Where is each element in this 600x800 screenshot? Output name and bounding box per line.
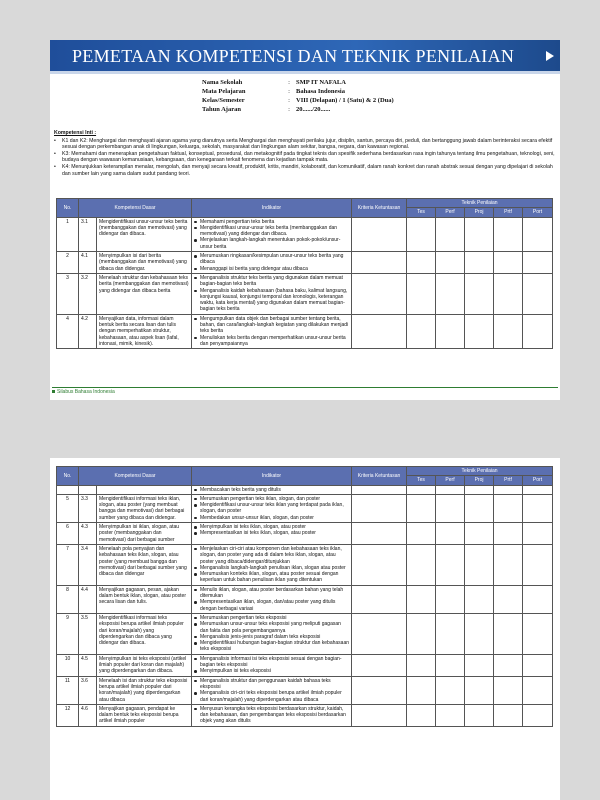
indicator-cell — [192, 217, 352, 251]
info-colon: : — [288, 88, 290, 95]
indicator-item: Menyimpulkan isi teks eksposisi — [194, 668, 349, 674]
empty-cell — [494, 252, 523, 274]
kd-text: Menyajikan data, informasi dalam bentuk berita secara lisan dan tulis dengan memperhatikan struktur, kebahasaan, atau aspek lisan (lafal, intonasi, mimik, kinesik). — [97, 314, 192, 348]
indicator-item: Merumuskan konteks iklan, slogan, atau poster sesuai dengan keperluan untuk bahan penulisan iklan yang ditentukan — [194, 571, 349, 584]
competency-table-2 — [56, 466, 553, 727]
kd-code: 4.2 — [79, 314, 97, 348]
table-row — [57, 314, 553, 348]
table-row — [57, 523, 553, 545]
empty-cell — [494, 273, 523, 314]
row-number: 3 — [57, 273, 79, 314]
empty-cell — [465, 613, 494, 654]
empty-cell — [436, 544, 465, 585]
empty-cell — [436, 523, 465, 545]
kompetensi-inti — [54, 130, 556, 177]
empty-cell — [523, 544, 553, 585]
arrow-icon — [546, 51, 554, 61]
empty-cell — [436, 704, 465, 726]
empty-cell — [407, 704, 436, 726]
table-row — [57, 676, 553, 704]
empty-cell — [465, 704, 494, 726]
indicator-item: Mengidentifikasi unsur-unsur teks berita (membanggakan dan memotivasi) yang didengar dan dibaca. — [194, 225, 349, 238]
title-banner — [50, 40, 560, 74]
empty-cell — [465, 544, 494, 585]
kd-text: Menyajikan gagasan, pesan, ajakan dalam bentuk iklan, slogan, atau poster secara lisan dan tulis. — [97, 585, 192, 613]
empty-cell — [352, 485, 407, 494]
indicator-item: Menuliskan teks berita dengan memperhatikan unsur-unsur berita dan penyampaiannya — [194, 335, 349, 348]
competency-table-1 — [56, 198, 553, 349]
table-row — [57, 273, 553, 314]
table-row — [57, 654, 553, 676]
empty-cell — [465, 485, 494, 494]
indicator-list — [194, 546, 349, 584]
empty-cell — [465, 585, 494, 613]
empty-cell — [436, 314, 465, 348]
kd-code: 3.4 — [79, 544, 97, 585]
empty-cell — [436, 654, 465, 676]
empty-cell — [407, 252, 436, 274]
empty-cell — [407, 544, 436, 585]
row-number: 10 — [57, 654, 79, 676]
header-teknik-col: Port — [523, 208, 553, 217]
table-row — [57, 704, 553, 726]
row-number: 4 — [57, 314, 79, 348]
indicator-list — [194, 706, 349, 725]
info-row — [202, 87, 394, 96]
empty-cell — [352, 613, 407, 654]
indicator-item: Merumuskan ringkasan/kesimpulan unsur-unsur teks berita yang dibaca — [194, 253, 349, 266]
empty-cell — [523, 704, 553, 726]
empty-cell — [407, 676, 436, 704]
empty-cell — [523, 654, 553, 676]
header-kd: Kompetensi Dasar — [79, 467, 192, 486]
empty-cell — [407, 613, 436, 654]
ki-text: K4: Menunjukkan keterampilan menalar, mengolah, dan menyaji secara kreatif, produktif, kritis, mandiri, kolaboratif, dan komunikatif, dalam ranah konkret dan ranah abstrak sesuai dengan yang dipelajari di sekolah dan sumber lain yang sama dalam sudut pandang teori. — [62, 163, 553, 177]
empty-cell — [465, 523, 494, 545]
row-number: 9 — [57, 613, 79, 654]
kd-text: Menelaah isi dan struktur teks eksposisi berupa artikel ilmiah populer dari koran/majalah) yang diperdengarkan atau dibaca — [97, 676, 192, 704]
indicator-item: Menyimpulkan isi teks iklan, slogan, atau poster — [194, 524, 349, 530]
empty-cell — [494, 676, 523, 704]
info-value: Bahasa Indonesia — [296, 88, 345, 95]
header-kriteria: Kriteria Ketuntasan — [352, 199, 407, 218]
row-number: 5 — [57, 494, 79, 522]
indicator-item: Menganalisis kaidah kebahasaan (bahasa baku, kalimat langsung, konjungsi kausal, konjungsi temporal dan kronologis, keterangan waktu, kata kerja mental) yang digunakan dalam memuat bagian-bagian teks berita — [194, 288, 349, 313]
kd-text: Menelaah pola penyajian dan kebahasaan teks iklan, slogan, atau poster (yang membuat bangga dan memotivasi) dari berbagai sumber yang dibaca dan didengar — [97, 544, 192, 585]
indicator-cell — [192, 585, 352, 613]
empty-cell — [523, 273, 553, 314]
header-teknik-col: Port — [523, 476, 553, 485]
indicator-item: Menanggapi isi berita yang didengar atau dibaca — [194, 266, 349, 272]
indicator-item: Menulis iklan, slogan, atau poster berdasarkan bahan yang telah ditemukan — [194, 587, 349, 600]
empty-cell — [465, 494, 494, 522]
empty-cell — [523, 217, 553, 251]
empty-cell — [465, 217, 494, 251]
kd-text — [97, 485, 192, 494]
table-header-row — [57, 467, 553, 476]
indicator-item: Menjelaskan langkah-langkah menentukan pokok-pokok/unsur-unsur berita — [194, 237, 349, 250]
empty-cell — [352, 494, 407, 522]
indicator-list — [194, 496, 349, 521]
indicator-cell — [192, 252, 352, 274]
header-indikator: Indikator — [192, 199, 352, 218]
school-info — [202, 78, 394, 114]
empty-cell — [407, 654, 436, 676]
kd-code: 4.1 — [79, 252, 97, 274]
table-row — [57, 544, 553, 585]
kd-code: 4.3 — [79, 523, 97, 545]
document-page-1 — [50, 40, 560, 400]
empty-cell — [352, 217, 407, 251]
indicator-item: Menjelaskan ciri-ciri atau komponen dan kebahasaan teks iklan, slogan, dan poster yang ada di dalam teks iklan, slogan, atau poster yang dibaca/didengar/ditunjukkan — [194, 546, 349, 565]
indicator-cell — [192, 676, 352, 704]
empty-cell — [436, 273, 465, 314]
indicator-list — [194, 656, 349, 675]
page-footer: Silabus Bahasa Indonesia — [52, 387, 558, 395]
info-colon: : — [288, 79, 290, 86]
row-number: 6 — [57, 523, 79, 545]
kd-code: 4.5 — [79, 654, 97, 676]
indicator-list — [194, 219, 349, 250]
table-row — [57, 252, 553, 274]
indicator-item: Menganalisis langkah-langkah penulisan iklan, slogan atau poster — [194, 565, 349, 571]
kd-text: Menyajikan gagasan, pendapat ke dalam bentuk teks eksposisi berupa artikel ilmiah populer — [97, 704, 192, 726]
indicator-list — [194, 275, 349, 313]
kd-text: Menyimpulkan isi iklan, slogan, atau poster (membanggakan dan memotivasi) dari berbagai sumber — [97, 523, 192, 545]
indicator-cell — [192, 544, 352, 585]
empty-cell — [494, 485, 523, 494]
indicator-item: Menganalisis informasi isi teks eksposisi sesuai dengan bagian-bagian teks eksposisi — [194, 656, 349, 669]
empty-cell — [407, 273, 436, 314]
empty-cell — [465, 314, 494, 348]
kd-code: 3.3 — [79, 494, 97, 522]
empty-cell — [407, 494, 436, 522]
header-teknik-col: Prtf — [494, 476, 523, 485]
table-row — [57, 494, 553, 522]
info-colon: : — [288, 97, 290, 104]
empty-cell — [352, 273, 407, 314]
empty-cell — [523, 314, 553, 348]
empty-cell — [494, 523, 523, 545]
indicator-cell — [192, 485, 352, 494]
indicator-cell — [192, 704, 352, 726]
indicator-list — [194, 487, 349, 493]
ki-heading: Kompetensi Inti : — [54, 130, 97, 136]
empty-cell — [494, 217, 523, 251]
indicator-item: Membacakan teks berita yang ditulis — [194, 487, 349, 493]
header-kd: Kompetensi Dasar — [79, 199, 192, 218]
empty-cell — [494, 314, 523, 348]
empty-cell — [436, 676, 465, 704]
info-row — [202, 78, 394, 87]
indicator-item: Memahami pengertian teks berita — [194, 219, 349, 225]
info-key: Kelas/Semester — [202, 97, 245, 104]
kd-text: Menyimpulkan isi dari berita (membanggakan dan memotivasi) yang dibaca dan didengar. — [97, 252, 192, 274]
empty-cell — [407, 314, 436, 348]
empty-cell — [494, 654, 523, 676]
kd-code: 3.5 — [79, 613, 97, 654]
info-key: Nama Sekolah — [202, 79, 243, 86]
header-kriteria: Kriteria Ketuntasan — [352, 467, 407, 486]
kd-text: Mengidentifikasi informasi teks iklan, slogan, atau poster (yang membuat bangga dan memotivasi) dari berbagai sumber yang dibaca dan didengar. — [97, 494, 192, 522]
indicator-item: Merumuskan pengertian teks iklan, slogan, dan poster — [194, 496, 349, 502]
indicator-item: Mempresentasikan isi teks iklan, slogan, atau poster — [194, 530, 349, 536]
header-teknik-col: Perf — [436, 476, 465, 485]
document-title: PEMETAAN KOMPETENSI DAN TEKNIK PENILAIAN — [72, 46, 515, 66]
empty-cell — [523, 494, 553, 522]
info-key: Tahun Ajaran — [202, 106, 241, 113]
header-teknik: Teknik Penilaian — [407, 467, 553, 476]
indicator-cell — [192, 494, 352, 522]
header-indikator: Indikator — [192, 467, 352, 486]
empty-cell — [494, 544, 523, 585]
kd-code: 3.2 — [79, 273, 97, 314]
empty-cell — [465, 273, 494, 314]
info-key: Mata Pelajaran — [202, 88, 246, 95]
indicator-item: Merumuskan pengertian teks eksposisi — [194, 615, 349, 621]
indicator-list — [194, 253, 349, 272]
info-colon: : — [288, 106, 290, 113]
table-header-row — [57, 199, 553, 208]
empty-cell — [523, 676, 553, 704]
empty-cell — [352, 704, 407, 726]
ki-item — [54, 138, 556, 151]
row-number: 8 — [57, 585, 79, 613]
kd-code — [79, 485, 97, 494]
ki-item — [54, 151, 556, 164]
empty-cell — [465, 252, 494, 274]
indicator-list — [194, 316, 349, 347]
header-teknik: Teknik Penilaian — [407, 199, 553, 208]
header-teknik-col: Perf — [436, 208, 465, 217]
empty-cell — [436, 252, 465, 274]
kd-code: 4.4 — [79, 585, 97, 613]
empty-cell — [407, 585, 436, 613]
empty-cell — [523, 613, 553, 654]
header-no: No. — [57, 467, 79, 486]
table-row — [57, 585, 553, 613]
table-row — [57, 613, 553, 654]
indicator-item: Merumuskan unsur-unsur teks eksposisi yang meliputi gagasan dan fakta dan pola pengembangannya — [194, 621, 349, 634]
row-number: 2 — [57, 252, 79, 274]
kd-text: Menelaah struktur dan kebahasaan teks berita (membanggakan dan memotivasi) yang didengar dan dibaca berita — [97, 273, 192, 314]
empty-cell — [352, 676, 407, 704]
info-row — [202, 96, 394, 105]
empty-cell — [494, 494, 523, 522]
indicator-item: Membedakan unsur-unsur iklan, slogan, dan poster — [194, 515, 349, 521]
bullet-icon: • — [54, 150, 56, 157]
table-row — [57, 485, 553, 494]
info-value: 20....../20...... — [296, 106, 331, 113]
empty-cell — [494, 613, 523, 654]
empty-cell — [523, 252, 553, 274]
header-teknik-col: Tes — [407, 208, 436, 217]
empty-cell — [352, 585, 407, 613]
header-teknik-col: Prtf — [494, 208, 523, 217]
indicator-list — [194, 524, 349, 537]
empty-cell — [494, 704, 523, 726]
indicator-cell — [192, 273, 352, 314]
empty-cell — [465, 654, 494, 676]
empty-cell — [436, 485, 465, 494]
indicator-list — [194, 615, 349, 653]
header-teknik-col: Proj — [465, 476, 494, 485]
empty-cell — [352, 523, 407, 545]
indicator-cell — [192, 314, 352, 348]
empty-cell — [436, 217, 465, 251]
kd-text: Mengidentifikasi informasi teks eksposisi berupa artikel ilmiah populer dari koran/majalah) yang diperdengarkan dan dibaca yang didengar dan dibaca. — [97, 613, 192, 654]
empty-cell — [436, 613, 465, 654]
info-row — [202, 105, 394, 114]
empty-cell — [407, 523, 436, 545]
bullet-icon: • — [54, 137, 56, 144]
indicator-item: Menganalisis struktur teks berita yang digunakan dalam memuat bagian-bagian teks berita — [194, 275, 349, 288]
header-no: No. — [57, 199, 79, 218]
indicator-item: Menganalisis ciri-ciri teks eksposisi berupa artikel ilmiah populer dari koran/majalah) yang diperdengarkan atau dibaca — [194, 690, 349, 703]
bullet-icon: • — [54, 163, 56, 170]
empty-cell — [523, 523, 553, 545]
indicator-item: Mengidentifikasi unsur-unsur teks iklan yang terdapat pada iklan, slogan, dan poster — [194, 502, 349, 515]
kd-code: 4.6 — [79, 704, 97, 726]
ki-text: K1 dan K2: Menghargai dan menghayati ajaran agama yang dianutnya serta Menghargai dan menghayati perilaku jujur, disiplin, santun, percaya diri, peduli, dan bertanggung jawab dalam berinteraksi secara efektif sesuai dengan perkembangan anak di lingkungan, keluarga, sekolah, masyarakat dan lingkungan alam sekitar, bangsa, negara, dan kawasan regional. — [62, 137, 553, 151]
info-value: SMP IT NAFALA — [296, 79, 346, 86]
header-teknik-col: Tes — [407, 476, 436, 485]
indicator-item: Menganalisis jenis-jenis paragraf dalam teks eksposisi — [194, 634, 349, 640]
indicator-item: Mengumpulkan data objek dan berbagai sumber tentang berita, bahan, dan cara/langkah-langkah kegiatan yang dilakukan menjadi teks berita — [194, 316, 349, 335]
indicator-item: Mempresentasikan iklan, slogan, dan/atau poster yang ditulis dengan berbagai variasi — [194, 599, 349, 612]
empty-cell — [352, 314, 407, 348]
table-row — [57, 217, 553, 251]
kd-text: Mengidentifikasi unsur-unsur teks berita (membanggakan dan memotivasi) yang didengar dan dibaca. — [97, 217, 192, 251]
kd-code: 3.6 — [79, 676, 97, 704]
indicator-cell — [192, 654, 352, 676]
empty-cell — [523, 485, 553, 494]
empty-cell — [436, 585, 465, 613]
indicator-list — [194, 587, 349, 612]
header-teknik-col: Proj — [465, 208, 494, 217]
empty-cell — [494, 585, 523, 613]
empty-cell — [352, 252, 407, 274]
row-number: 11 — [57, 676, 79, 704]
indicator-item: Menganalisis struktur dan penggunaan kaidah bahasa teks eksposisi — [194, 678, 349, 691]
row-number: 1 — [57, 217, 79, 251]
indicator-cell — [192, 523, 352, 545]
empty-cell — [523, 585, 553, 613]
empty-cell — [465, 676, 494, 704]
indicator-item: Mengidentifikasi hubungan bagian-bagian struktur dan kebahasaan teks eksposisi — [194, 640, 349, 653]
row-number: 12 — [57, 704, 79, 726]
indicator-item: Menyusun kerangka teks eksposisi berdasarkan struktur, kaidah, dan kebahasaan, dan pengembangan teks eksposisi berdasarkan objek yang akan ditulis — [194, 706, 349, 725]
kd-code: 3.1 — [79, 217, 97, 251]
empty-cell — [407, 217, 436, 251]
empty-cell — [352, 544, 407, 585]
ki-text: K3: Memahami dan menerapkan pengetahuan faktual, konseptual, prosedural, dan metakognitif pada tingkat teknis dan spesifik sederhana berdasarkan rasa ingin tahunya tentang ilmu pengetahuan, teknologi, seni, budaya dengan wawasan kemanusiaan, kebangsaan, dan kenegaraan terkait fenomena dan kejadian tampak mata. — [62, 150, 555, 164]
ki-item — [54, 164, 556, 177]
indicator-list — [194, 678, 349, 703]
empty-cell — [352, 654, 407, 676]
row-number: 7 — [57, 544, 79, 585]
indicator-cell — [192, 613, 352, 654]
document-page-2 — [50, 458, 560, 800]
row-number — [57, 485, 79, 494]
info-value: VIII (Delapan) / 1 (Satu) & 2 (Dua) — [296, 97, 394, 104]
empty-cell — [436, 494, 465, 522]
empty-cell — [407, 485, 436, 494]
kd-text: Menyimpulkan isi teks eksposisi (artikel ilmiah populer dari koran dan majalah) yang diperdengarkan dan dibaca. — [97, 654, 192, 676]
